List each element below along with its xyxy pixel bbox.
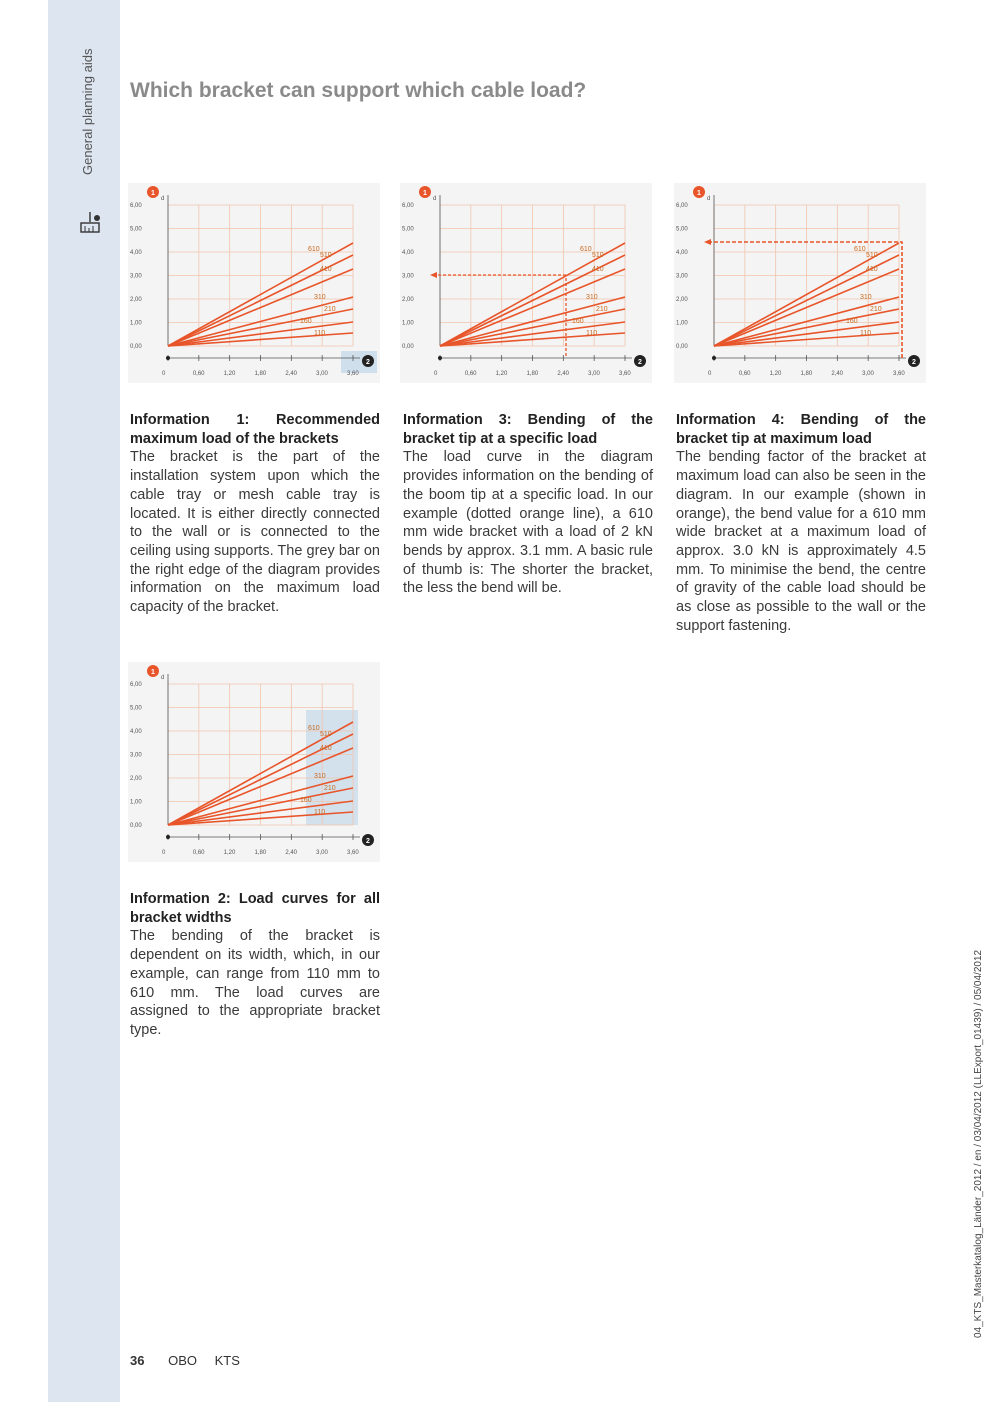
load-diagram-info-1 xyxy=(128,183,380,383)
curve-label: 160 xyxy=(572,318,584,325)
load-diagram-info-3 xyxy=(400,183,652,383)
page-number: 36 xyxy=(130,1353,145,1368)
y-tick-label: 3,00 xyxy=(402,273,414,280)
curve-label: 310 xyxy=(860,294,872,301)
x-tick-label: 3,60 xyxy=(347,850,359,856)
y-tick-label: 5,00 xyxy=(130,705,142,712)
origin-dot xyxy=(438,356,442,360)
badge-2-label: 2 xyxy=(366,359,370,366)
info-block-1 xyxy=(130,411,380,617)
y-tick-label: 3,00 xyxy=(130,752,142,759)
footer-product: KTS xyxy=(214,1353,240,1368)
chart-background xyxy=(674,183,926,383)
y-tick-label: 6,00 xyxy=(676,203,688,209)
y-tick-label: 5,00 xyxy=(402,226,414,233)
y-tick-label: 0,00 xyxy=(130,823,142,829)
page-footer xyxy=(130,1353,240,1368)
curve-label: 210 xyxy=(324,306,336,313)
x-tick-label: 3,00 xyxy=(316,850,328,856)
y-tick-label: 4,00 xyxy=(130,250,142,256)
y-tick-label: 0,00 xyxy=(130,344,142,350)
measuring-ruler-icon xyxy=(80,210,102,234)
y-tick-label: 4,00 xyxy=(402,250,414,256)
info-heading: Information 3: Bending of the bracket tip at a specific load xyxy=(403,412,653,447)
y-unit-label: d xyxy=(161,196,165,202)
x-tick-label: 1,20 xyxy=(495,371,508,377)
curve-label: 210 xyxy=(324,785,336,792)
y-tick-label: 4,00 xyxy=(676,250,688,256)
load-diagram-svg-1 xyxy=(128,183,380,383)
origin-dot xyxy=(712,356,716,360)
y-tick-label: 5,00 xyxy=(676,226,688,233)
curve-label: 610 xyxy=(308,246,320,253)
curve-label: 510 xyxy=(592,252,604,259)
y-tick-label: 3,00 xyxy=(676,273,688,280)
info-block-4 xyxy=(676,411,926,635)
curve-label: 110 xyxy=(860,330,872,337)
origin-dot xyxy=(166,356,170,360)
curve-label: 310 xyxy=(586,294,598,301)
curve-label: 510 xyxy=(320,252,332,259)
curve-label: 410 xyxy=(320,266,332,273)
load-diagram-svg-3 xyxy=(400,183,652,383)
x-tick-label: 1,80 xyxy=(254,371,267,377)
x-tick-label: 0 xyxy=(162,371,166,377)
load-diagram-svg-2 xyxy=(128,662,380,862)
info-heading: Information 2: Load curves for all bracket widths xyxy=(130,891,380,926)
curve-label: 510 xyxy=(320,731,332,738)
x-tick-label: 3,00 xyxy=(862,371,874,377)
x-tick-label: 3,00 xyxy=(588,371,600,377)
x-tick-label: 1,20 xyxy=(769,371,782,377)
curve-label: 210 xyxy=(596,306,608,313)
y-tick-label: 2,00 xyxy=(130,297,142,303)
x-tick-label: 2,40 xyxy=(285,850,298,856)
curve-label: 610 xyxy=(308,725,320,732)
badge-1-label: 1 xyxy=(697,190,701,197)
badge-2-label: 2 xyxy=(366,838,370,845)
curve-label: 110 xyxy=(314,330,326,337)
info-heading: Information 4: Bending of the bracket tip at maximum load xyxy=(676,412,926,447)
x-tick-label: 2,40 xyxy=(557,371,570,377)
chart-background xyxy=(400,183,652,383)
y-tick-label: 1,00 xyxy=(130,799,142,806)
curve-label: 310 xyxy=(314,294,326,301)
load-diagram-svg-4 xyxy=(674,183,926,383)
y-unit-label: d xyxy=(707,196,711,202)
y-tick-label: 6,00 xyxy=(130,203,142,209)
curve-label: 110 xyxy=(314,809,326,816)
y-tick-label: 3,00 xyxy=(130,273,142,280)
info-body: The bending of the bracket is dependent on its width, which, in our example, can range from 110 mm to 610 mm. The load curves are assigned to the appropriate bracket type. xyxy=(130,928,380,1038)
x-tick-label: 0 xyxy=(434,371,438,377)
x-tick-label: 1,80 xyxy=(254,850,267,856)
y-unit-label: d xyxy=(161,675,165,681)
info-body: The bending factor of the bracket at maximum load can also be seen in the diagram. In our example (shown in orange), the bend value for a 610 mm wide bracket at a maximum load of approx. 3.0 kN is approximately 4.5 mm. To minimise the bend, the centre of gravity of the cable load should be as close as possible to the wall or the support fastening. xyxy=(676,449,926,634)
curve-label: 110 xyxy=(586,330,598,337)
origin-dot xyxy=(166,835,170,839)
curve-label: 210 xyxy=(870,306,882,313)
y-tick-label: 1,00 xyxy=(676,320,688,327)
x-tick-label: 0 xyxy=(162,850,166,856)
badge-2-label: 2 xyxy=(638,359,642,366)
curve-label: 610 xyxy=(854,246,866,253)
x-tick-label: 0,60 xyxy=(192,850,205,856)
curve-label: 160 xyxy=(300,797,312,804)
curve-label: 410 xyxy=(592,266,604,273)
info-block-2 xyxy=(130,890,380,1040)
x-tick-label: 1,80 xyxy=(526,371,539,377)
badge-1-label: 1 xyxy=(423,190,427,197)
x-tick-label: 0,60 xyxy=(464,371,477,377)
y-unit-label: d xyxy=(433,196,437,202)
x-tick-label: 3,00 xyxy=(316,371,328,377)
curve-label: 410 xyxy=(320,745,332,752)
y-tick-label: 4,00 xyxy=(130,729,142,735)
badge-1-label: 1 xyxy=(151,190,155,197)
y-tick-label: 1,00 xyxy=(130,320,142,327)
footer-brand: OBO xyxy=(168,1353,197,1368)
curve-label: 510 xyxy=(866,252,878,259)
y-tick-label: 1,00 xyxy=(402,320,414,327)
x-tick-label: 1,80 xyxy=(800,371,813,377)
y-tick-label: 5,00 xyxy=(130,226,142,233)
y-tick-label: 0,00 xyxy=(676,344,688,350)
load-diagram-info-4 xyxy=(674,183,926,383)
y-tick-label: 2,00 xyxy=(676,297,688,303)
info-block-3 xyxy=(403,411,653,598)
x-tick-label: 3,60 xyxy=(893,371,905,377)
curve-label: 610 xyxy=(580,246,592,253)
info-body: The load curve in the diagram provides information on the bending of the boom tip at a specific load. In our example (dotted orange line), a 610 mm wide bracket with a load of 2 kN bends by approx. 3.1 mm. A basic rule of thumb is: The shorter the bracket, the less the bend will be. xyxy=(403,449,653,597)
curve-label: 160 xyxy=(846,318,858,325)
y-tick-label: 6,00 xyxy=(130,682,142,688)
x-tick-label: 0 xyxy=(708,371,712,377)
y-tick-label: 2,00 xyxy=(130,776,142,782)
x-tick-label: 1,20 xyxy=(223,850,236,856)
badge-1-label: 1 xyxy=(151,669,155,676)
page-title: Which bracket can support which cable load? xyxy=(130,79,587,102)
curve-label: 160 xyxy=(300,318,312,325)
curve-label: 410 xyxy=(866,266,878,273)
y-tick-label: 2,00 xyxy=(402,297,414,303)
load-diagram-info-2 xyxy=(128,662,380,862)
x-tick-label: 0,60 xyxy=(192,371,205,377)
y-tick-label: 6,00 xyxy=(402,203,414,209)
section-label: General planning aids xyxy=(80,48,95,175)
file-metadata: 04_KTS_Masterkatalog_Länder_2012 / en / 03/04/2012 (LLExport_01439) / 05/04/2012 xyxy=(973,949,984,1338)
x-tick-label: 2,40 xyxy=(285,371,298,377)
x-tick-label: 0,60 xyxy=(738,371,751,377)
badge-2-label: 2 xyxy=(912,359,916,366)
x-tick-label: 1,20 xyxy=(223,371,236,377)
curve-label: 310 xyxy=(314,773,326,780)
x-tick-label: 3,60 xyxy=(347,371,359,377)
info-heading: Information 1: Recommended maximum load of the brackets xyxy=(130,412,380,447)
x-tick-label: 2,40 xyxy=(831,371,844,377)
x-tick-label: 3,60 xyxy=(619,371,631,377)
y-tick-label: 0,00 xyxy=(402,344,414,350)
info-body: The bracket is the part of the installation system upon which the cable tray or mesh cable tray is located. It is either directly connected to the wall or is connected to the ceiling using supports. The grey bar on the right edge of the diagram provides information on the maximum load capacity of the bracket. xyxy=(130,449,380,616)
